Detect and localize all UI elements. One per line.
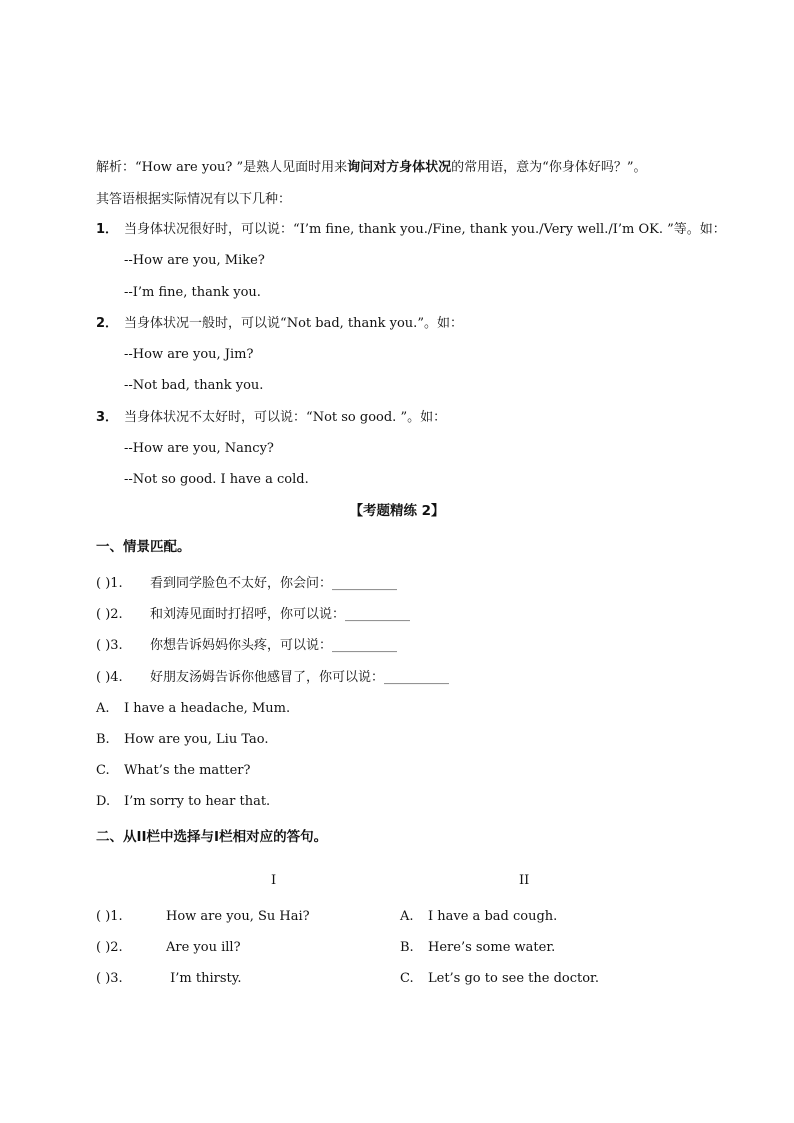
option-letter: B. [96, 732, 110, 747]
question-row [96, 638, 397, 654]
item-text: 当身体状况一般时，可以说“Not bad, thank you.”。如： [124, 316, 463, 331]
answer-paren[interactable]: ( )2. [96, 607, 123, 622]
analysis-item-1 [96, 222, 726, 238]
match-row [96, 909, 310, 925]
answer-paren[interactable]: ( )2. [96, 940, 123, 955]
option-text: How are you, Liu Tao. [124, 732, 269, 747]
option-text: I’m sorry to hear that. [124, 794, 271, 809]
question-text: 你想告诉妈妈你头疼，可以说：__________ [150, 638, 398, 653]
column-header-1: I [271, 873, 277, 888]
answer-text: I have a bad cough. [428, 909, 558, 924]
option-row [96, 732, 268, 748]
part2-heading: 二、从II栏中选择与I栏相对应的答句。 [96, 829, 328, 845]
match-row [96, 940, 241, 956]
section-title: 【考题精练 2】 [349, 503, 445, 519]
item-text: 当身体状况很好时，可以说：“I’m fine, thank you./Fine, thank you./Very well./I’m OK. ”等。如： [124, 222, 726, 237]
example-line: --I’m fine, thank you. [124, 285, 261, 300]
analysis-item-3 [96, 410, 446, 426]
analysis-intro-bold: 询问对方身体状况 [347, 160, 452, 175]
question-row [96, 576, 397, 592]
option-letter: D. [96, 794, 111, 809]
question-row [96, 607, 410, 623]
answer-letter: A. [400, 909, 414, 924]
option-letter: C. [96, 763, 110, 778]
answer-paren[interactable]: ( )1. [96, 576, 123, 591]
match-question: How are you, Su Hai? [166, 909, 310, 924]
option-text: What’s the matter? [124, 763, 251, 778]
answer-letter: C. [400, 971, 414, 986]
item-number: 1． [96, 222, 119, 237]
match-question: I’m thirsty. [166, 971, 242, 986]
example-line: --Not so good. I have a cold. [124, 472, 309, 487]
part1-heading: 一、情景匹配。 [96, 539, 191, 555]
match-answer [400, 940, 555, 956]
option-row [96, 794, 270, 810]
question-text: 看到同学脸色不太好，你会问：__________ [150, 576, 398, 591]
example-line: --How are you, Nancy? [124, 441, 274, 456]
question-row [96, 670, 449, 686]
analysis-intro [96, 160, 646, 176]
analysis-intro-pre: 解析：“How are you? ”是熟人见面时用来 [96, 160, 348, 175]
answer-paren[interactable]: ( )3. [96, 638, 123, 653]
match-answer [400, 971, 599, 987]
answer-paren[interactable]: ( )4. [96, 670, 123, 685]
match-question: Are you ill? [166, 940, 241, 955]
column-header-2: II [519, 873, 530, 888]
question-text: 和刘涛见面时打招呼，你可以说：__________ [150, 607, 411, 622]
answer-letter: B. [400, 940, 414, 955]
option-row [96, 701, 290, 717]
analysis-item-2 [96, 316, 463, 332]
answer-paren[interactable]: ( )1. [96, 909, 123, 924]
answer-text: Here’s some water. [428, 940, 556, 955]
match-row [96, 971, 241, 987]
example-line: --How are you, Jim? [124, 347, 254, 362]
question-text: 好朋友汤姆告诉你他感冒了，你可以说：__________ [150, 670, 450, 685]
item-number: 2． [96, 316, 119, 331]
answer-paren[interactable]: ( )3. [96, 971, 123, 986]
analysis-intro-post: 的常用语，意为“你身体好吗？”。 [451, 160, 647, 175]
item-text: 当身体状况不太好时，可以说：“Not so good. ”。如： [124, 410, 447, 425]
item-number: 3． [96, 410, 119, 425]
example-line: --How are you, Mike? [124, 253, 265, 268]
analysis-line2: 其答语根据实际情况有以下几种： [96, 192, 292, 207]
option-row [96, 763, 250, 779]
option-text: I have a headache, Mum. [124, 701, 291, 716]
match-answer [400, 909, 557, 925]
answer-text: Let’s go to see the doctor. [428, 971, 599, 986]
option-letter: A. [96, 701, 110, 716]
example-line: --Not bad, thank you. [124, 378, 264, 393]
